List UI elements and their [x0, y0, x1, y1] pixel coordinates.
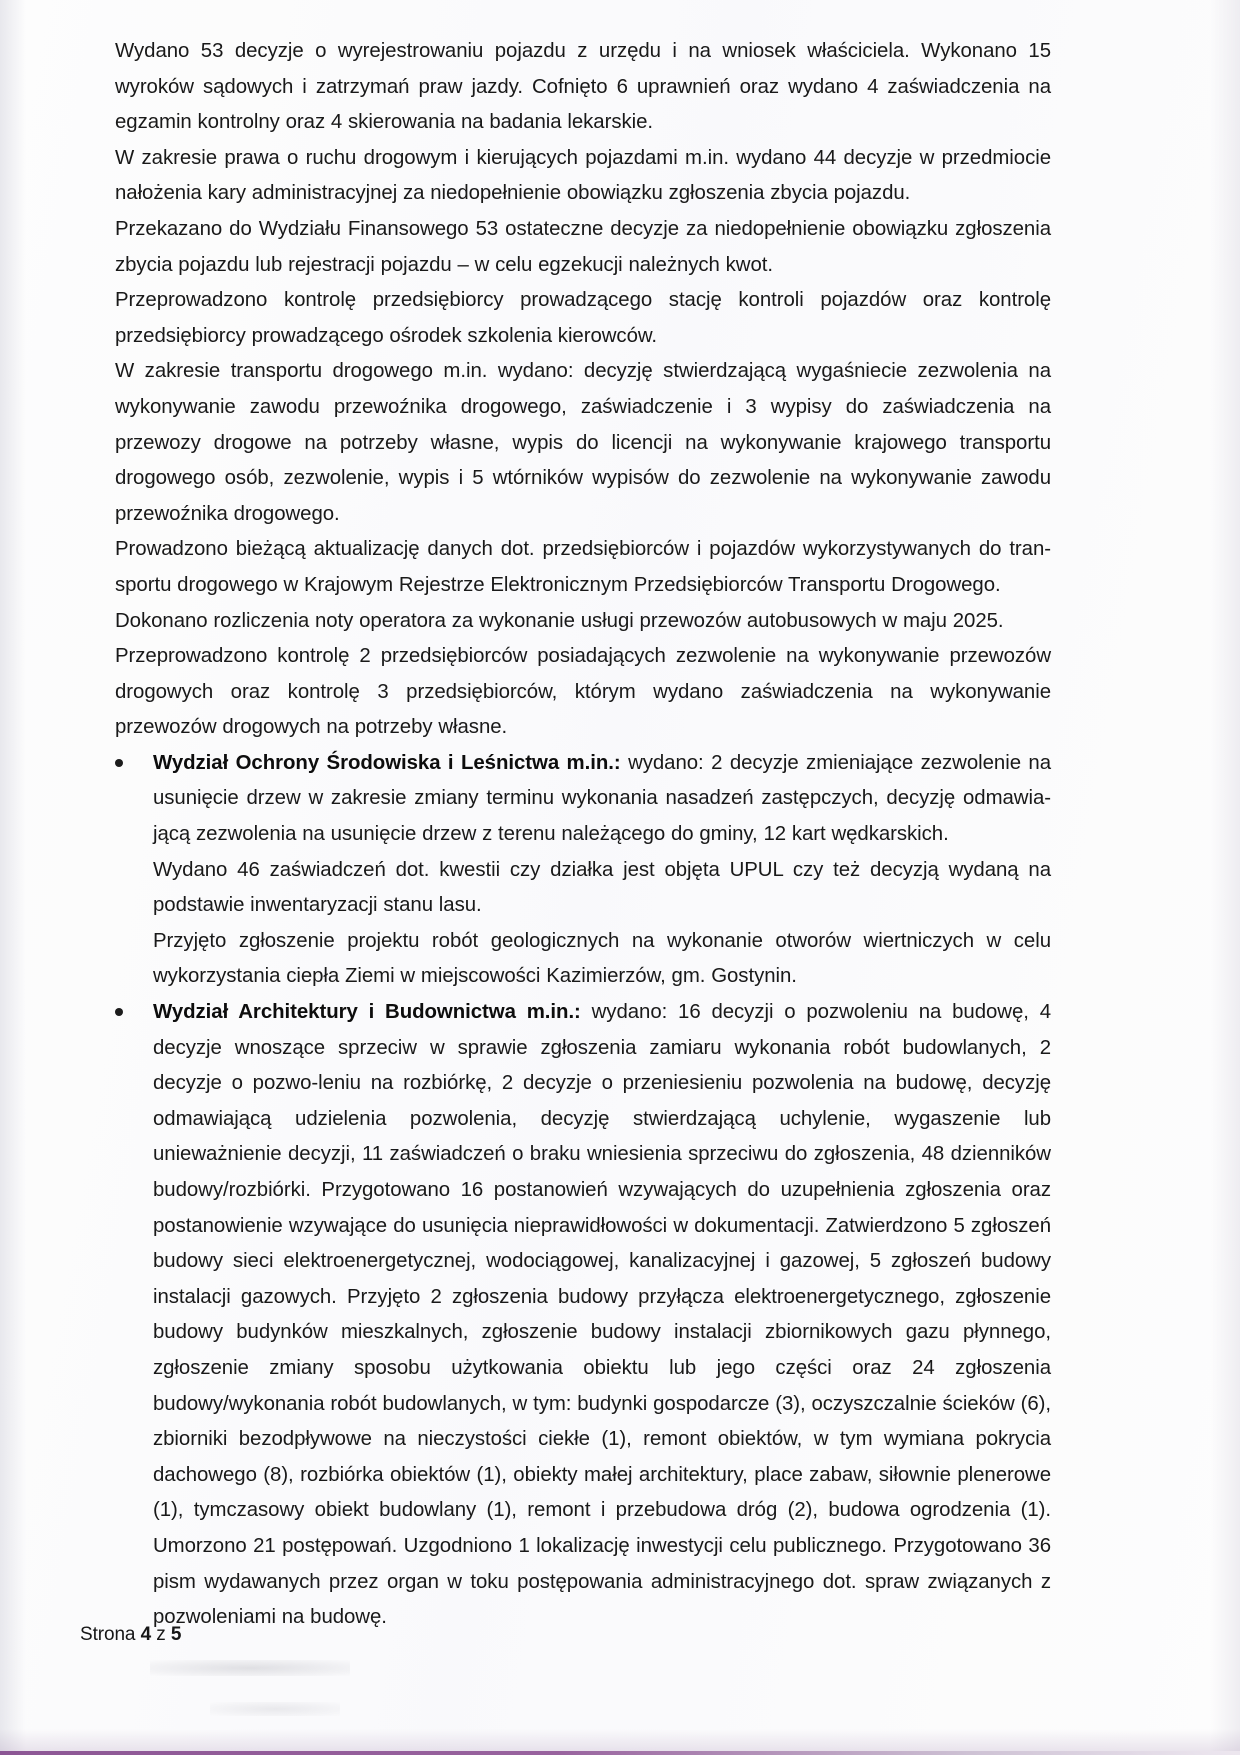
paragraph: Przekazano do Wydziału Finansowego 53 ostateczne decyzje za niedopełnienie obowiązku zgłoszenia zbycia pojazdu lub rejestracji pojazdu – w celu egzekucji należnych kwot.: [115, 217, 1051, 276]
scan-smudge: [210, 1702, 340, 1716]
scan-smudge: [150, 1660, 350, 1676]
bullet-point-icon: [115, 1008, 123, 1016]
scan-bottom-line: [0, 1751, 1240, 1755]
document-body: [115, 34, 1051, 1636]
paragraph: Dokonano rozliczenia noty operatora za wykonanie usługi przewozów autobusowych w maju 2025.: [115, 609, 1004, 632]
paragraph: Przeprowadzono kontrolę 2 przedsiębiorców posiadających zezwolenie na wykonywanie przewozów drogowych oraz kontrolę 3 przedsiębiorców, którym wydano zaświadczenia na wykonywanie przewozów drogowych na potrzeby własne.: [115, 645, 1051, 739]
footer-separator: z: [156, 1624, 166, 1645]
paragraph: W zakresie prawa o ruchu drogowym i kierujących pojazdami m.in. wydano 44 decyzje w przedmiocie nałożenia kary administracyjnej za niedopełnienie obowiązku zgłoszenia zbycia pojazdu.: [115, 146, 1051, 205]
paragraph: Wydano 53 decyzje o wyrejestrowaniu pojazdu z urzędu i na wniosek właściciela. Wykonano 15 wyroków sądowych i zatrzymań praw jazdy. Cofnięto 6 uprawnień oraz wydano 4 zaświadczenia na egzamin kontrolny oraz 4 skierowania na badania lekarskie.: [115, 40, 1051, 134]
bullet-point-icon: [115, 759, 123, 767]
footer-label: Strona: [80, 1624, 136, 1645]
paragraph: Prowadzono bieżącą aktualizację danych dot. przedsiębiorców i pojazdów wykorzystywanych do tran-sportu drogowego w Krajowym Rejestrze Elektronicznym Przedsiębiorców Transportu Drogowego.: [115, 538, 1051, 596]
scan-edge-left: [0, 0, 26, 1755]
bullet-section-architecture: [115, 995, 1051, 1636]
paragraph: Przeprowadzono kontrolę przedsiębiorcy prowadzącego stację kontroli pojazdów oraz kontrolę przedsiębiorcy prowadzącego ośrodek szkolenia kierowców.: [115, 289, 1051, 347]
paragraph: W zakresie transportu drogowego m.in. wydano: decyzję stwierdzającą wygaśniecie zezwolenia na wykonywanie zawodu przewoźnika drogowego, zaświadczenie i 3 wypisy do zaświadczenia na przewozy drogowe na potrzeby własne, wypis do licencji na wykonywanie krajowego transportu drogowego osób, zezwolenie, wypis i 5 wtórników wypisów do zezwolenie na wykonywanie zawodu przewoźnika drogowego.: [115, 360, 1051, 525]
department-name: Wydział Architektury i Budownictwa m.in.:: [153, 1001, 581, 1024]
page-footer: [80, 1623, 181, 1647]
scan-edge-bottom: [0, 1729, 1240, 1755]
scan-edge-right: [1210, 0, 1240, 1755]
footer-page-number: 4: [140, 1624, 152, 1645]
paragraph: Przyjęto zgłoszenie projektu robót geologicznych na wykonanie otworów wiertniczych w celu wykorzystania ciepła Ziemi w miejscowości Kazimierzów, gm. Gostynin.: [153, 929, 1051, 988]
department-name: Wydział Ochrony Środowiska i Leśnictwa m.in.:: [153, 751, 621, 774]
bullet-body-text: wydano: 2 decyzje zmieniające zezwolenie na usunięcie drzew w zakresie zmiany terminu wykonania nasadzeń zastępczych, decyzję odmawia-jącą zezwolenia na usunięcie drzew z terenu należącego do gminy, 12 kart wędkarskich.: [153, 751, 1051, 846]
bullet-lead-paragraph: [153, 995, 1051, 1636]
bullet-section-environment: [115, 746, 1051, 995]
bullet-lead-paragraph: [153, 746, 1051, 853]
bullet-body-text: wydano: 16 decyzji o pozwoleniu na budowę, 4 decyzje wnoszące sprzeciw w sprawie zgłoszenia zamiaru wykonania robót budowlanych, 2 decyzje o pozwo-leniu na rozbiórkę, 2 decyzje o przeniesieniu pozwolenia na budowę, decyzję odmawiającą udzielenia pozwolenia, decyzję stwierdzającą uchylenie, wygaszenie lub unieważnienie decyzji, 11 zaświadczeń o braku wniesienia sprzeciwu do zgłoszenia, 48 dzienników budowy/rozbiórki. Przygotowano 16 postanowień wzywających do uzupełnienia zgłoszenia oraz postanowienie wzywające do usunięcia nieprawidłowości w dokumentacji. Zatwierdzono 5 zgłoszeń budowy sieci elektroenergetycznej, wodociągowej, kanalizacyjnej i gazowej, 5 zgłoszeń budowy instalacji gazowych. Przyjęto 2 zgłoszenia budowy przyłącza elektroenergetycznego, zgłoszenie budowy budynków mieszkalnych, zgłoszenie budowy instalacji zbiornikowych gazu płynnego, zgłoszenie zmiany sposobu użytkowania obiektu lub jego części oraz 24 zgłoszenia budowy/wykonania robót budowlanych, w tym: budynki gospodarcze (3), oczyszczalnie ścieków (6), zbiorniki bezodpływowe na nieczystości ciekłe (1), remont obiektów, w tym wymiana pokrycia dachowego (8), rozbiórka obiektów (1), obiekty małej architektury, place zabaw, siłownie plenerowe (1), tymczasowy obiekt budowlany (1), remont i przebudowa dróg (2), budowa ogrodzenia (1). Umorzono 21 postępowań. Uzgodniono 1 lokalizację inwestycji celu publicznego. Przygotowano 36 pism wydawanych przez organ w toku postępowania administracyjnego dot. spraw związanych z pozwoleniami na budowę.: [153, 1001, 1051, 1629]
paragraph: Wydano 46 zaświadczeń dot. kwestii czy działka jest objęta UPUL czy też decyzją wydaną na podstawie inwentaryzacji stanu lasu.: [153, 858, 1051, 917]
footer-page-total: 5: [170, 1624, 182, 1645]
